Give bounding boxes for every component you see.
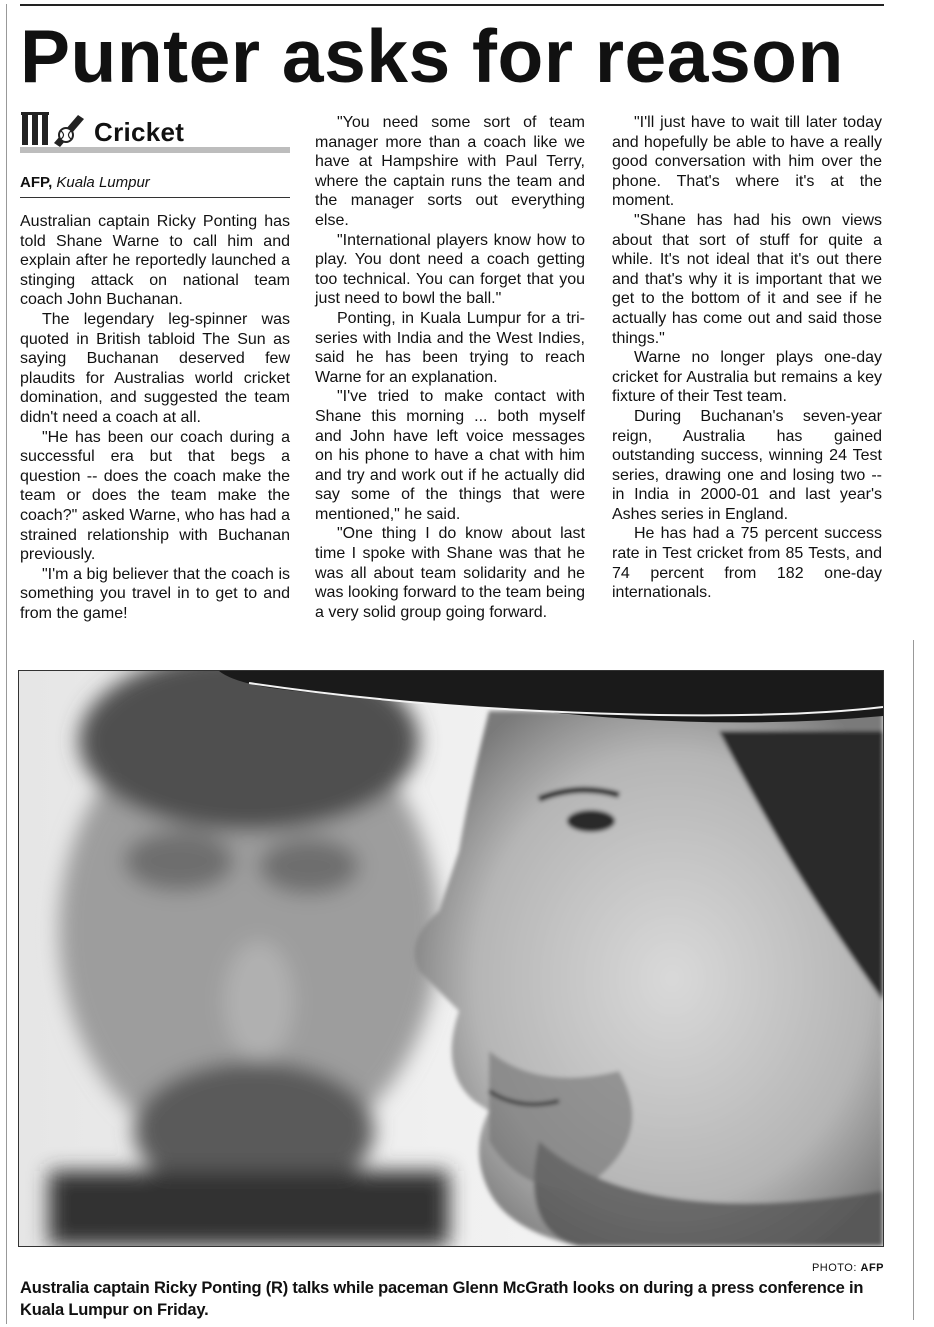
byline [20, 174, 150, 191]
byline-agency: AFP, [20, 174, 53, 191]
cricket-stumps-icon [20, 109, 90, 149]
article-column-3 [612, 113, 882, 603]
page-left-rule [6, 4, 7, 1324]
headline: Punter asks for reason [20, 14, 844, 98]
paragraph: During Buchanan's seven-year reign, Australia has gained outstanding success, winning 24 Test series, drawing one and losing two -- in India in 2000-01 and last year's Ashes series in England. [612, 407, 882, 523]
photo-caption: Australia captain Ricky Ponting (R) talks while paceman Glenn McGrath looks on during a press conference in Kuala Lumpur on Friday. [20, 1279, 864, 1319]
section-bar [20, 147, 290, 153]
section-tag [20, 107, 290, 155]
paragraph: "One thing I do know about last time I spoke with Shane was that he was all about team solidarity and he was looking forward to the team being a very solid group going forward. [315, 525, 585, 621]
paragraph: "I'm a big believer that the coach is something you travel in to get to and from the game! [20, 565, 290, 622]
paragraph: Warne no longer plays one-day cricket for Australia but remains a key fixture of their Test team. [612, 349, 882, 406]
paragraph: "I'll just have to wait till later today and hopefully be able to have a really good conversation with him over the phone. That's where it's at the moment. [612, 114, 882, 210]
page-right-rule [913, 640, 914, 1320]
paragraph: "He has been our coach during a successful era but that begs a question -- does the coach make the team or does the team make the coach?" asked Warne, who has had a strained relationship with Buchanan previously. [20, 428, 290, 564]
article-column-1 [20, 212, 290, 623]
photo-credit-source: AFP [860, 1262, 884, 1274]
byline-place: Kuala Lumpur [56, 174, 150, 191]
paragraph: Ponting, in Kuala Lumpur for a tri-series with India and the West Indies, said he has been trying to reach Warne for an explanation. [315, 309, 585, 386]
paragraph: "You need some sort of team manager more than a coach like we have at Hampshire with Paul Terry, where the captain runs the team and the manager sorts out everything else. [315, 114, 585, 229]
paragraph: Australian captain Ricky Ponting has told Shane Warne to call him and explain after he reportedly launched a stinging attack on national team coach John Buchanan. [20, 213, 290, 309]
paragraph: "I've tried to make contact with Shane this morning ... both myself and John have left voice messages on his phone to have a chat with him and try and work out if he actually did say some of the things that were mentioned," he said. [315, 388, 585, 523]
paragraph: The legendary leg-spinner was quoted in British tabloid The Sun as saying Buchanan deserved few plaudits for Australias world cricket domination, and suggested the team didn't need a coach at all. [20, 310, 290, 426]
photo-illustration [19, 671, 883, 1246]
photo-credit-prefix: PHOTO: [811, 1262, 857, 1274]
paragraph: He has had a 75 percent success rate in Test cricket from 85 Tests, and 74 percent from 182 one-day internationals. [612, 525, 882, 602]
section-label: Cricket [94, 117, 185, 147]
byline-rule [20, 197, 290, 198]
paragraph: "Shane has had his own views about that sort of stuff for quite a while. It's not ideal that it's out there and that's why it is important that we get to the bottom of it and see if he actually has come out and said those things." [612, 211, 882, 347]
photo-credit [812, 1262, 884, 1274]
press-conference-photo [18, 670, 884, 1247]
article-column-2 [315, 113, 585, 622]
paragraph: "International players know how to play. You dont need a coach getting too technical. You can forget that you just need to bowl the ball." [315, 231, 585, 308]
